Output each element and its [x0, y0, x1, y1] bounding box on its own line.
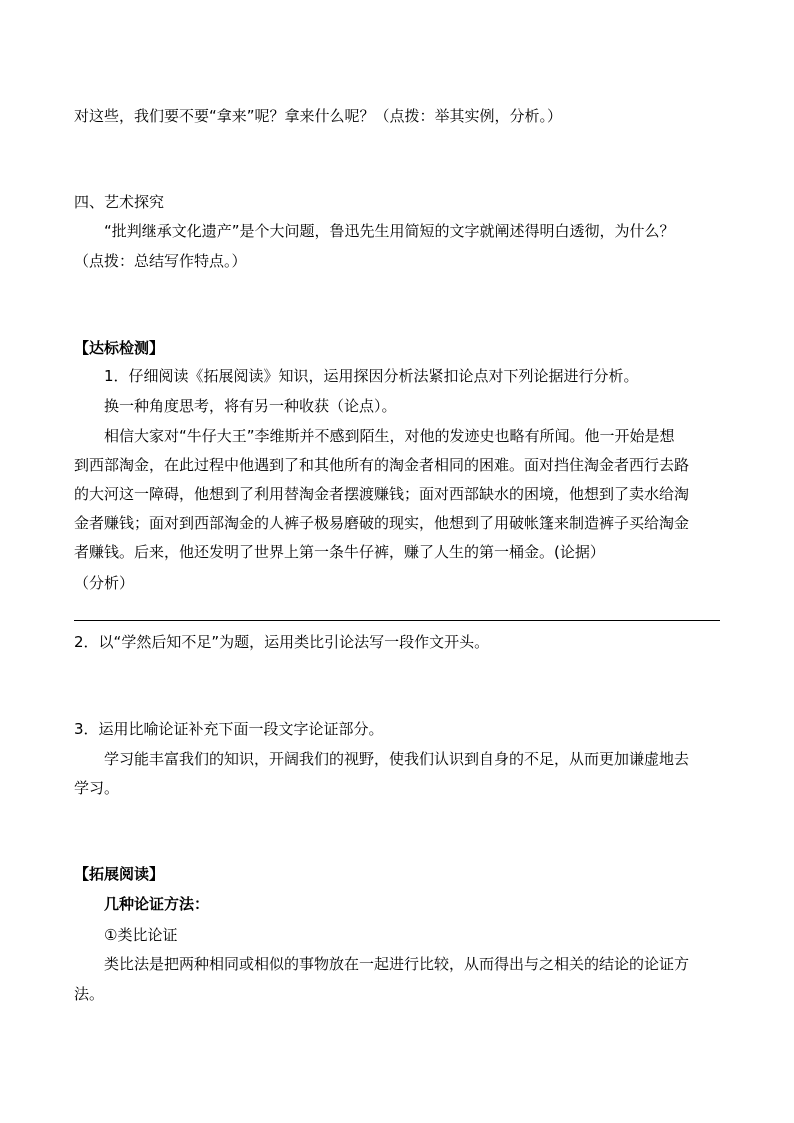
test-item-3-line-1: 学习能丰富我们的知识，开阔我们的视野，使我们认识到自身的不足，从而更加谦虚地去	[104, 750, 690, 768]
question-nalai: 对这些，我们要不要“拿来”呢？拿来什么呢？（点拨：举其实例，分析。）	[74, 107, 563, 125]
extension-line-1: 类比法是把两种相同或相似的事物放在一起进行比较，从而得出与之相关的结论的论证方	[104, 955, 690, 973]
extension-subheading: 几种论证方法：	[104, 895, 210, 913]
evidence-line-2: 到西部淘金，在此过程中他遇到了和其他所有的淘金者相同的困难。面对挡住淘金者西行去路	[74, 456, 690, 474]
evidence-line-1: 相信大家对“牛仔大王”李维斯并不感到陌生，对他的发迹史也略有所闻。他一开始是想	[104, 427, 675, 445]
extension-heading: 【拓展阅读】	[74, 865, 165, 883]
extension-line-2: 法。	[74, 985, 105, 1003]
test-item-3-line-2: 学习。	[74, 779, 120, 797]
answer-line	[74, 620, 720, 621]
art-question-line-1: “批判继承文化遗产”是个大问题，鲁迅先生用简短的文字就阐述得明白透彻，为什么？	[104, 222, 675, 240]
evidence-line-3: 的大河这一障碍，他想到了利用替淘金者摆渡赚钱；面对西部缺水的困境，他想到了卖水给淘	[74, 485, 690, 503]
extension-item-1: ①类比论证	[104, 926, 178, 944]
test-item-2: 2．以“学然后知不足”为题，运用类比引论法写一段作文开头。	[74, 633, 490, 651]
test-item-1-claim: 换一种角度思考，将有另一种收获（论点）。	[104, 397, 397, 415]
evidence-line-4: 金者赚钱；面对到西部淘金的人裤子极易磨破的现实，他想到了用破帐篷来制造裤子买给淘金	[74, 514, 690, 532]
analysis-label: （分析）	[74, 574, 135, 592]
section-heading-art: 四、艺术探究	[74, 193, 165, 211]
evidence-line-5: 者赚钱。后来，他还发明了世界上第一条牛仔裤，赚了人生的第一桶金。(论据）	[74, 543, 605, 561]
art-question-line-2: （点拨：总结写作特点。）	[74, 252, 247, 270]
test-item-3: 3．运用比喻论证补充下面一段文字论证部分。	[74, 720, 384, 738]
test-heading: 【达标检测】	[74, 339, 165, 357]
test-item-1: 1．仔细阅读《拓展阅读》知识，运用探因分析法紧扣论点对下列论据进行分析。	[104, 367, 639, 385]
